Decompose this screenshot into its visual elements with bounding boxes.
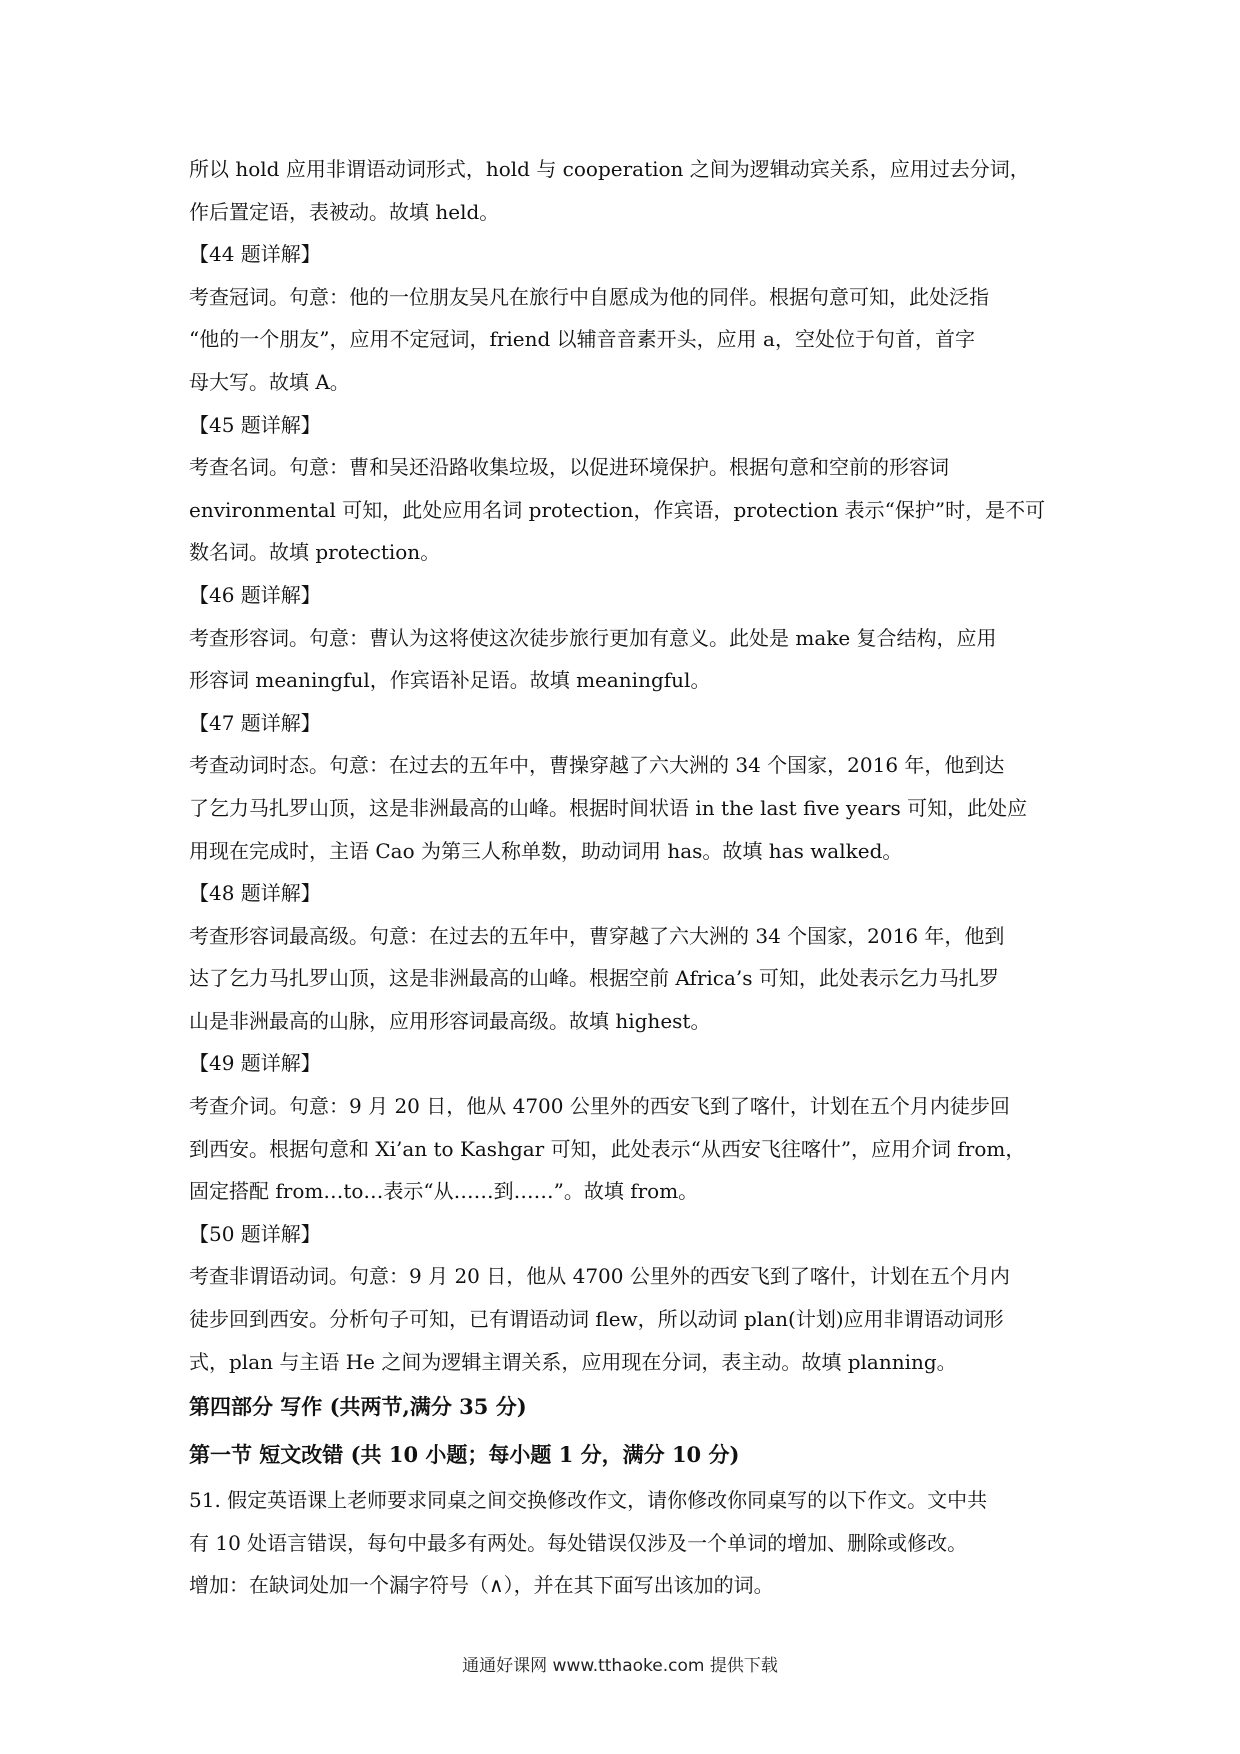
text-line: 用现在完成时，主语 Cao 为第三人称单数，助动词用 has。故填 has walked。: [189, 838, 903, 863]
text-line: 作后置定语，表被动。故填 held。: [189, 199, 500, 224]
question-line: 51. 假定英语课上老师要求同桌之间交换修改作文，请你修改你同桌写的以下作文。文中共: [189, 1488, 988, 1513]
text-line: 山是非洲最高的山脉，应用形容词最高级。故填 highest。: [189, 1008, 711, 1033]
text-line: 考查形容词。句意：曹认为这将使这次徒步旅行更加有意义。此处是 make 复合结构，应用: [189, 625, 997, 650]
text-line: 了乞力马扎罗山顶，这是非洲最高的山峰。根据时间状语 in the last five years 可知，此处应: [189, 795, 1028, 820]
text-line: 固定搭配 from…to…表示“从……到……”。故填 from。: [189, 1179, 699, 1204]
section-part-heading: 第四部分 写作 (共两节,满分 35 分): [189, 1394, 527, 1420]
text-line: 到西安。根据句意和 Xi’an to Kashgar 可知，此处表示“从西安飞往喀什”，应用介词 from，: [189, 1136, 1026, 1161]
text-line: 考查非谓语动词。句意：9 月 20 日，他从 4700 公里外的西安飞到了喀什，计划在五个月内: [189, 1264, 1010, 1289]
text-line: 【47 题详解】: [189, 710, 321, 735]
text-line: 所以 hold 应用非谓语动词形式，hold 与 cooperation 之间为逻辑动宾关系，应用过去分词，: [189, 157, 1030, 181]
text-line: 考查介词。句意：9 月 20 日，他从 4700 公里外的西安飞到了喀什，计划在五个月内徒步回: [189, 1094, 1010, 1119]
text-line: 【44 题详解】: [189, 242, 321, 267]
text-line: 【45 题详解】: [189, 412, 321, 437]
text-line: 【49 题详解】: [189, 1051, 321, 1076]
text-line: 母大写。故填 A。: [189, 369, 350, 394]
text-line: “他的一个朋友”，应用不定冠词，friend 以辅音音素开头，应用 a，空处位于句首，首字: [189, 327, 975, 352]
text-line: 徒步回到西安。分析句子可知，已有谓语动词 flew，所以动词 plan(计划)应用非谓语动词形: [189, 1307, 1004, 1332]
text-line: 【46 题详解】: [189, 582, 321, 607]
footer-watermark: 通通好课网 www.tthaoke.com 提供下载: [462, 1656, 778, 1676]
text-line: 式，plan 与主语 He 之间为逻辑主谓关系，应用现在分词，表主动。故填 planning。: [189, 1349, 957, 1374]
text-line: 考查动词时态。句意：在过去的五年中，曹操穿越了六大洲的 34 个国家，2016 年，他到达: [189, 753, 1005, 778]
question-block: [189, 1479, 1059, 1607]
text-line: 形容词 meaningful，作宾语补足语。故填 meaningful。: [189, 668, 711, 693]
text-line: environmental 可知，此处应用名词 protection，作宾语，protection 表示“保护”时，是不可: [189, 497, 1046, 522]
text-line: 考查冠词。句意：他的一位朋友吴凡在旅行中自愿成为他的同伴。根据句意可知，此处泛指: [189, 284, 989, 309]
section-one-heading: 第一节 短文改错 (共 10 小题；每小题 1 分，满分 10 分): [189, 1442, 740, 1468]
text-line: 数名词。故填 protection。: [189, 540, 441, 565]
question-line: 增加：在缺词处加一个漏字符号（∧），并在其下面写出该加的词。: [189, 1573, 774, 1598]
text-line: 达了乞力马扎罗山顶，这是非洲最高的山峰。根据空前 Africa’s 可知，此处表示乞力马扎罗: [189, 966, 999, 991]
question-line: 有 10 处语言错误，每句中最多有两处。每处错误仅涉及一个单词的增加、删除或修改。: [189, 1530, 968, 1555]
explanation-block: [189, 148, 1059, 1383]
text-line: 【48 题详解】: [189, 881, 321, 906]
text-line: 考查形容词最高级。句意：在过去的五年中，曹穿越了六大洲的 34 个国家，2016 年，他到: [189, 923, 1005, 948]
text-line: 【50 题详解】: [189, 1221, 321, 1246]
document-body: [189, 148, 1059, 1607]
text-line: 考查名词。句意：曹和吴还沿路收集垃圾，以促进环境保护。根据句意和空前的形容词: [189, 455, 949, 480]
